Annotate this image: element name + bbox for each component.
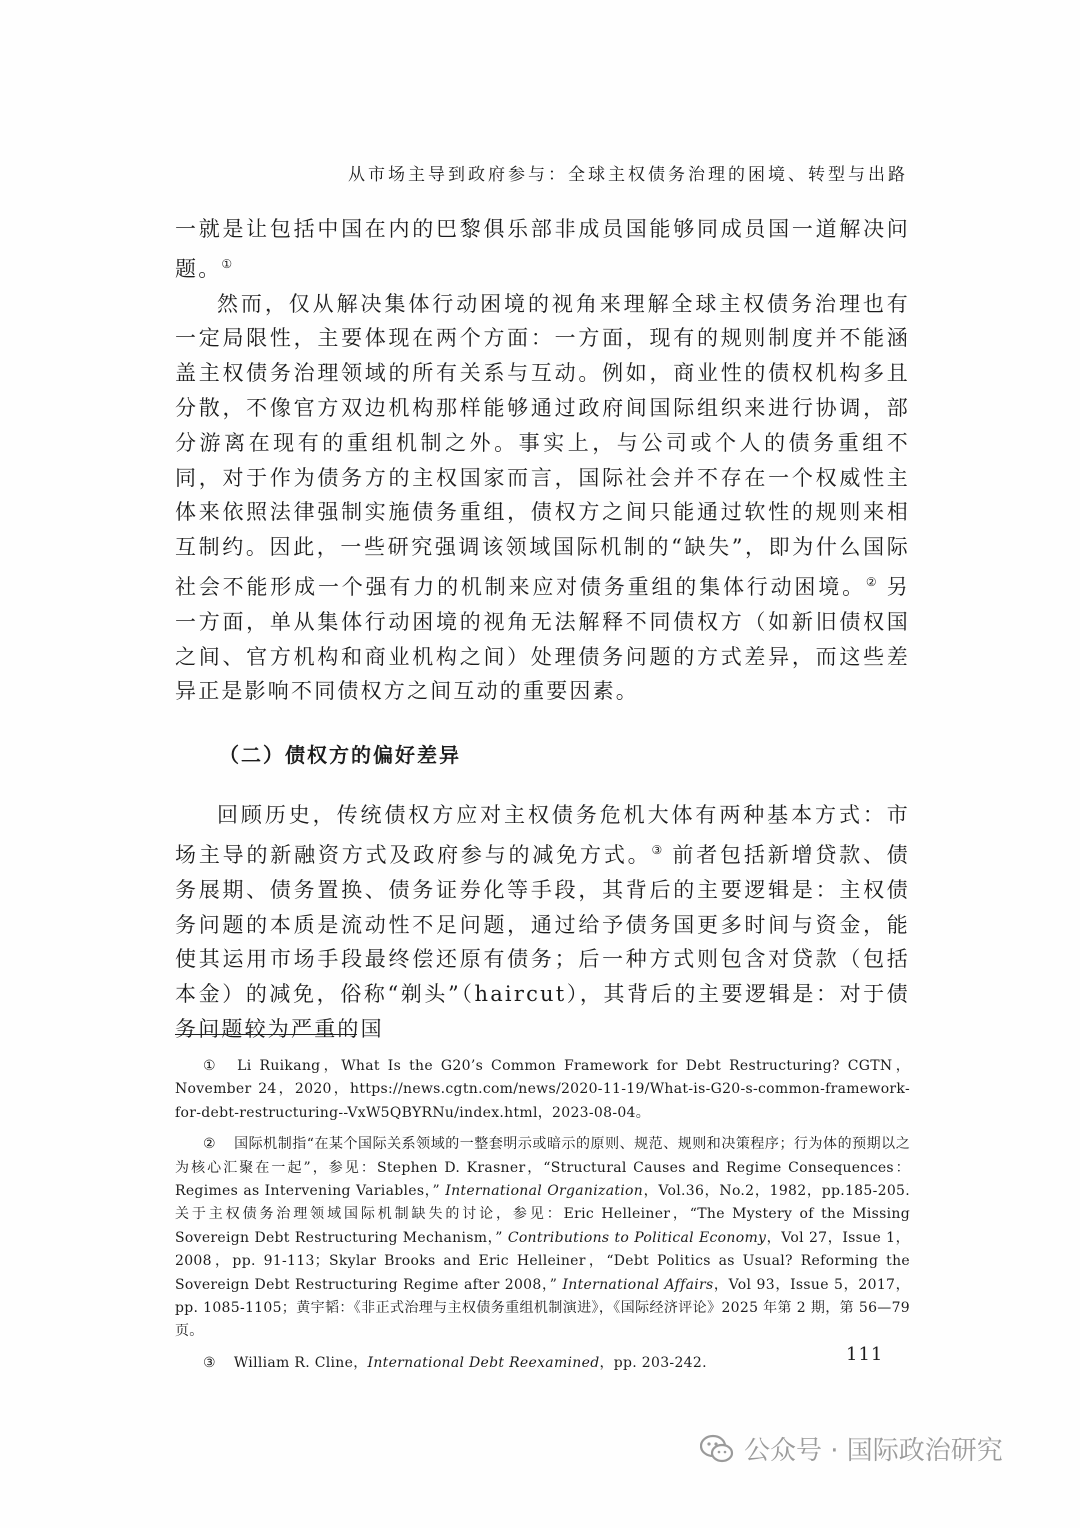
watermark-text: 公众号 · 国际政治研究 xyxy=(744,1436,1003,1466)
wechat-icon xyxy=(700,1434,734,1464)
watermark xyxy=(700,1430,1003,1467)
footnote-title: International Organization xyxy=(445,1183,644,1200)
section-heading: （二）债权方的偏好差异 xyxy=(219,743,461,768)
footnote-mark: ② xyxy=(203,1136,217,1153)
paragraph-text-after: 前者包括新增贷款、债务展期、债务置换、债务证券化等手段，其背后的主要逻辑是：主权债务问题的本质是流动性不足问题，通过给予债务国更多时间与资金，能使其运用市场手段最终偿还原有债务；后一种方式则包含对贷款（包括本金）的减免，俗称“剃头”（haircut），其背后的主要逻辑是：对于债务问题较为严重的国 xyxy=(175,842,911,1041)
footnote-item xyxy=(175,1352,910,1375)
paragraph-text: 然而，仅从解决集体行动困境的视角来理解全球主权债务治理也有一定局限性，主要体现在两个方面：一方面，现有的规则制度并不能涵盖主权债务治理领域的所有关系与互动。例如，商业性的债权机构多且分散，不像官方双边机构那样能够通过政府间国际组织来进行协调，部分游离在现有的重组机制之外。事实上，与公司或个人的债务重组不同，对于作为债务方的主权国家而言，国际社会并不存在一个权威性主体来依照法律强制实施债务重组，债权方之间只能通过软性的规则来相互制约。因此，一些研究强调该领域国际机制的“缺失”，即为什么国际社会不能形成一个强有力的机制来应对债务重组的集体行动困境。 xyxy=(175,291,910,599)
footnote-item xyxy=(175,1055,910,1125)
page-number: 111 xyxy=(846,1344,884,1365)
paragraph-text: 一就是让包括中国在内的巴黎俱乐部非成员国能够同成员国一道解决问题。 xyxy=(175,217,910,281)
footnote-text: 国际机制指“在某个国际关系领域的一整套明示或暗示的原则、规范、规则和决策程序；行为体的预期以之为核心汇聚在一起”，参见：Stephen D. Krasner，“Structural Causes and Regime Consequences：Regimes as Intervening Variables，” xyxy=(175,1136,910,1200)
footnote-title: International Debt Reexamined xyxy=(367,1354,600,1371)
footnote-text: Li Ruikang，What Is the G20’s Common Framework for Debt Restructuring? CGTN，November 24，2020，https://news.cgtn.com/news/2020-11-19/What-is-G20-s-common-framework-for-debt-restructuring--VxW5QBYRNu/index.html，2023-08-04。 xyxy=(175,1058,910,1121)
paragraph-3 xyxy=(175,798,910,1047)
paragraph-text-after: 另一方面，单从集体行动困境的视角无法解释不同债权方（如新旧债权国之间、官方机构和商业机构之间）处理债务问题的方式差异，而这些差异正是影响不同债权方之间互动的重要因素。 xyxy=(175,574,910,704)
footnote-ref[interactable]: ③ xyxy=(651,842,663,857)
footnote-text: William R. Cline， xyxy=(233,1354,368,1371)
footnote-divider xyxy=(175,1034,357,1035)
footnote-ref[interactable]: ② xyxy=(865,574,878,589)
footnotes xyxy=(175,1055,910,1383)
footnote-title: International Affairs xyxy=(562,1276,714,1293)
running-head: 从市场主导到政府参与：全球主权债务治理的困境、转型与出路 xyxy=(348,165,908,185)
footnote-text: ，Vol 93，Issue 5，2017，pp. 1085-1105；黄宇韬：《非正式治理与主权债务重组机制演进》，《国际经济评论》2025 年第 2 期，第 56—79 页。 xyxy=(175,1276,910,1340)
footnote-title: Contributions to Political Economy xyxy=(507,1229,767,1246)
footnote-mark: ① xyxy=(203,1058,220,1074)
paragraph-1 xyxy=(175,212,910,287)
footnote-mark: ③ xyxy=(203,1354,216,1371)
footnote-item xyxy=(175,1133,910,1344)
paragraph-2 xyxy=(175,287,910,710)
footnote-ref[interactable]: ① xyxy=(221,256,233,271)
footnote-text: ，pp. 203-242. xyxy=(599,1354,707,1371)
paragraph-text: 回顾历史，传统债权方应对主权债务危机大体有两种基本方式：市场主导的新融资方式及政府参与的减免方式。 xyxy=(175,803,910,867)
footnote-text: ，Vol.36，No.2，1982，pp.185-205. 关于主权债务治理领域国际机制缺失的讨论，参见：Eric Helleiner，“The Mystery of the Missing Sovereign Debt Restructuring Mechanism，” xyxy=(175,1183,910,1246)
body-text xyxy=(175,212,910,1047)
footnote-text: ，Vol 27，Issue 1，2008，pp. 91-113；Skylar Brooks and Eric Helleiner，“Debt Politics as Usual? Reforming the Sovereign Debt Restructuring Regime after 2008，” xyxy=(175,1229,910,1293)
